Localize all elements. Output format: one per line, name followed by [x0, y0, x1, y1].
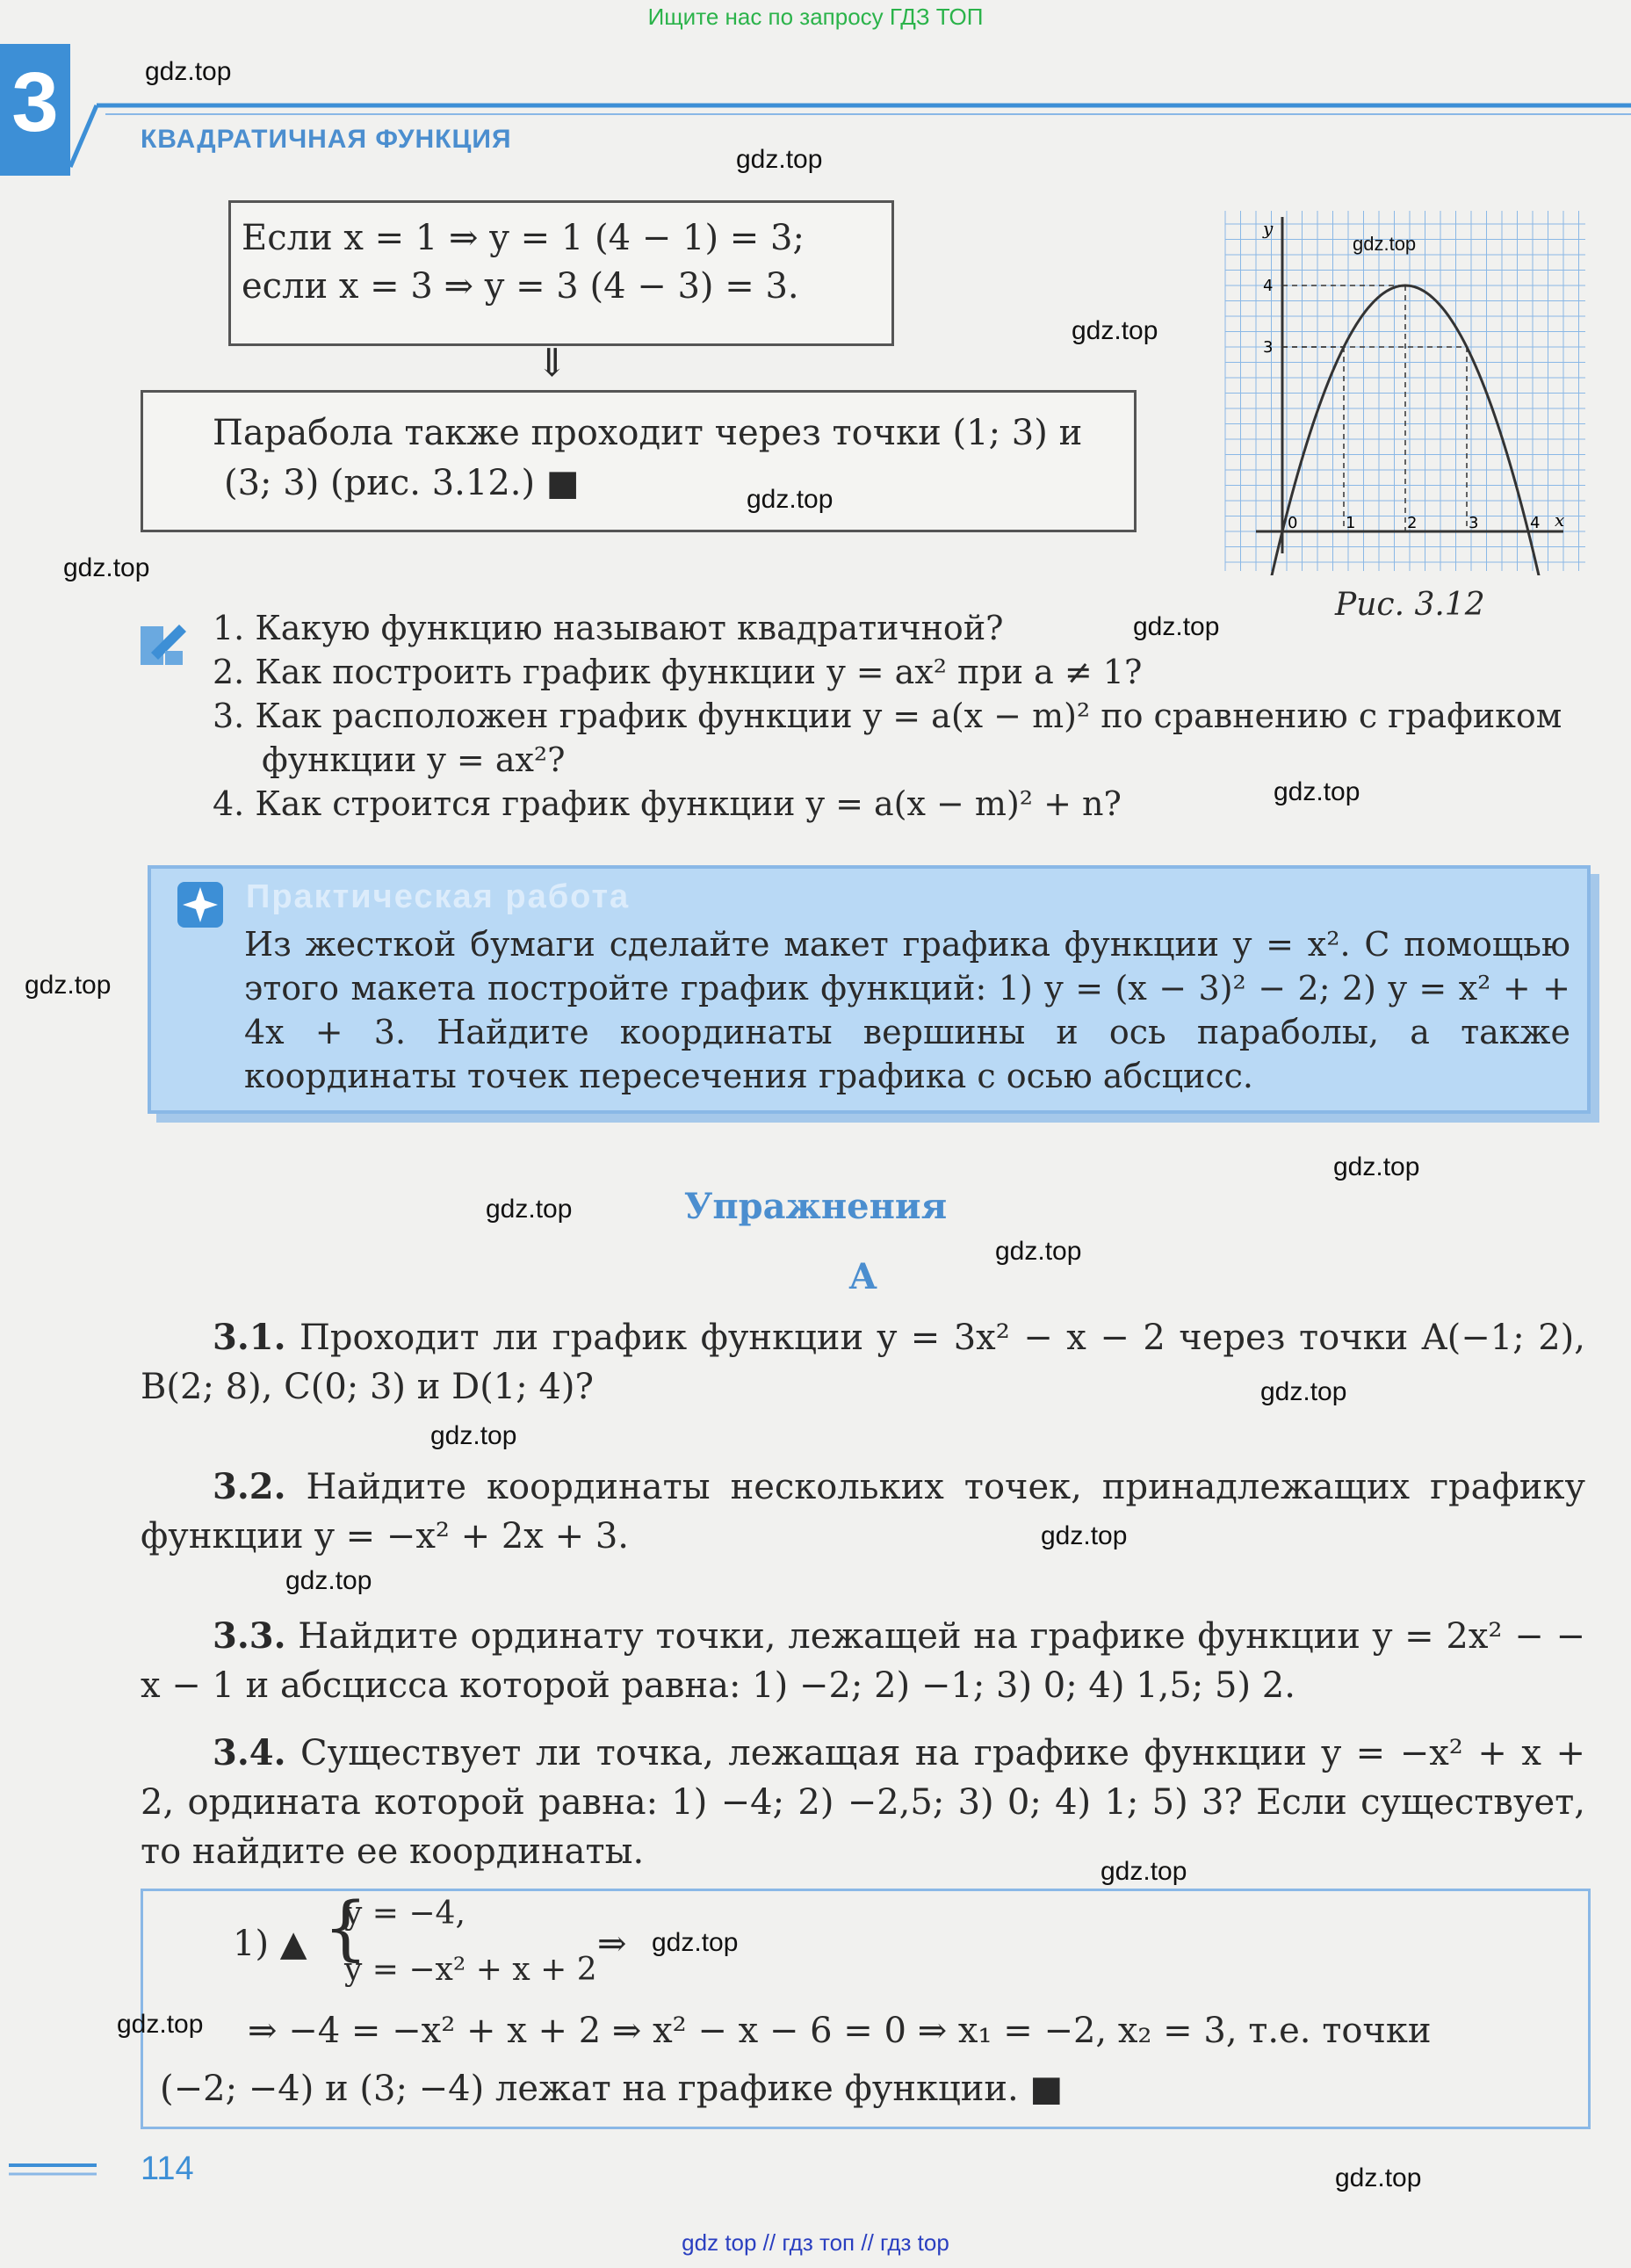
conclusion-line-2: (3; 3) (рис. 3.12.) ■: [224, 463, 580, 503]
parabola-figure: [1221, 206, 1590, 575]
watermark: gdz.top: [430, 1421, 517, 1450]
exercise-text: Существует ли точка, лежащая на графике функции y = −x² + x + 2, ордината которой равна: 1) −4; 2) −2,5; 3) 0; 4) 1; 5) 3? Если существует, то найдите ее координаты.: [141, 1733, 1585, 1872]
origin-label: 0: [1288, 514, 1298, 532]
watermark: gdz.top: [995, 1237, 1082, 1266]
exercise-num: 3.3.: [213, 1615, 286, 1657]
top-banner[interactable]: Ищите нас по запросу ГДЗ ТОП: [647, 4, 984, 30]
exercise-text: Найдите координаты нескольких точек, принадлежащих графику функции y = −x² + 2x + 3.: [141, 1467, 1585, 1557]
questions-icon: [139, 619, 188, 668]
exercise-num: 3.2.: [213, 1466, 286, 1507]
watermark: gdz.top: [145, 57, 232, 86]
watermark: gdz.top: [1133, 612, 1220, 641]
y-tick-label: 3: [1263, 338, 1274, 357]
system-brace: {: [323, 1887, 368, 1968]
watermark: gdz.top: [1072, 316, 1158, 345]
practical-title: Практическая работа: [246, 878, 631, 915]
practical-text: Из жесткой бумаги сделайте макет графика функции y = x². С помощью этого макета постройте график функций: 1) y = (x − 3)² − 2; 2) y = x² + + 4x + 3. Найдите координаты вершины и ось параболы, а также координаты точек пересечения графика с осью абсцисс.: [244, 925, 1570, 1095]
calc-line-1: Если x = 1 ⇒ y = 1 (4 − 1) = 3;: [242, 218, 805, 258]
watermark: gdz.top: [1041, 1521, 1128, 1550]
watermark: gdz.top: [285, 1566, 372, 1595]
watermark: gdz.top: [1101, 1857, 1187, 1886]
question-3-cont: функции y = ax²?: [262, 740, 566, 779]
x-tick-label: 1: [1346, 514, 1356, 532]
solution-line-3: (−2; −4) и (3; −4) лежат на графике функции. ■: [160, 2069, 1064, 2109]
watermark: gdz.top: [747, 485, 834, 514]
watermark: gdz.top: [652, 1928, 739, 1957]
question-4: 4. Как строится график функции y = a(x − m)² + n?: [213, 784, 1122, 823]
x-tick-label: 2: [1407, 514, 1418, 532]
watermark: gdz.top: [25, 971, 112, 1000]
x-tick-label: 4: [1530, 514, 1541, 532]
exercise-3-2: [141, 1463, 1585, 1561]
y-tick-label: 4: [1263, 277, 1274, 295]
page-number: 114: [141, 2150, 194, 2187]
system-eq-1: y = −4,: [344, 1896, 465, 1932]
exercise-3-3: [141, 1612, 1585, 1710]
exercise-num: 3.1.: [213, 1317, 286, 1358]
exercise-text: Найдите ординату точки, лежащей на графике функции y = 2x² − − x − 1 и абсцисса которой равна: 1) −2; 2) −1; 3) 0; 4) 1,5; 5) 2.: [141, 1616, 1586, 1706]
down-arrow: ⇓: [536, 341, 568, 386]
question-1: 1. Какую функцию называют квадратичной?: [213, 609, 1004, 647]
level-a: A: [848, 1256, 877, 1297]
exercises-title: Упражнения: [683, 1186, 948, 1227]
conclusion-line-1: Парабола также проходит через точки (1; 3) и: [213, 413, 1083, 453]
watermark: gdz.top: [63, 553, 150, 582]
calc-line-2: если x = 3 ⇒ y = 3 (4 − 3) = 3.: [242, 266, 799, 307]
solution-line-2: ⇒ −4 = −x² + x + 2 ⇒ x² − x − 6 = 0 ⇒ x₁ = −2, x₂ = 3, т.е. точки: [248, 2011, 1432, 2051]
question-2: 2. Как построить график функции y = ax² при a ≠ 1?: [213, 653, 1143, 691]
exercise-text: Проходит ли график функции y = 3x² − x − 2 через точки A(−1; 2), B(2; 8), C(0; 3) и D(1; 4)?: [141, 1318, 1585, 1407]
watermark: gdz.top: [736, 145, 823, 174]
exercise-3-1: [141, 1313, 1585, 1412]
solution-prefix: 1) ▲: [233, 1924, 307, 1964]
x-axis-label: x: [1555, 509, 1565, 531]
implies-symbol: ⇒: [597, 1924, 627, 1964]
y-axis-label: y: [1263, 218, 1274, 239]
figure-caption: Рис. 3.12: [1335, 587, 1485, 623]
star-icon: [176, 880, 225, 929]
watermark: gdz.top: [1274, 777, 1360, 806]
page-rule: [9, 2161, 97, 2178]
exercise-num: 3.4.: [213, 1732, 286, 1773]
watermark: gdz.top: [1333, 1152, 1420, 1181]
watermark: gdz.top: [117, 2010, 204, 2039]
watermark: gdz.top: [1353, 233, 1417, 255]
watermark: gdz.top: [1335, 2163, 1422, 2192]
bottom-banner[interactable]: gdz top // гдз топ // гдз top: [682, 2229, 949, 2256]
watermark: gdz.top: [486, 1195, 573, 1224]
x-tick-label: 3: [1469, 514, 1479, 532]
watermark: gdz.top: [1260, 1377, 1347, 1406]
system-eq-2: y = −x² + x + 2: [344, 1952, 597, 1988]
chapter-title: КВАДРАТИЧНАЯ ФУНКЦИЯ: [141, 125, 512, 154]
question-3: 3. Как расположен график функции y = a(x − m)² по сравнению с графиком: [213, 697, 1562, 735]
chapter-number: 3: [11, 55, 59, 149]
exercise-3-4: [141, 1729, 1585, 1876]
